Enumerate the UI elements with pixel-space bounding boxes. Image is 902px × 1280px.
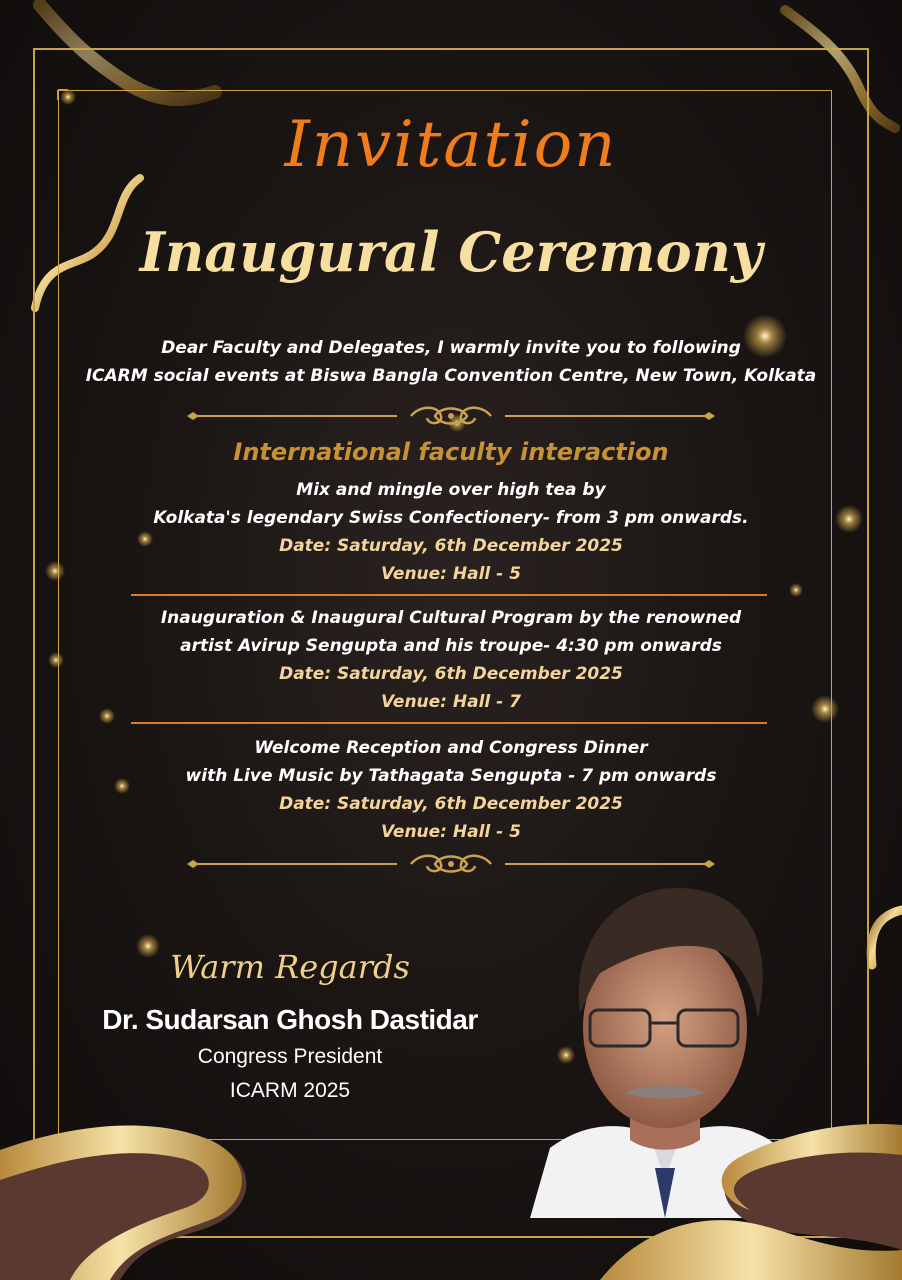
event-date: Date: Saturday, 6th December 2025 xyxy=(279,536,623,556)
intro-line: ICARM social events at Biswa Bangla Convention Centre, New Town, Kolkata xyxy=(85,366,817,386)
signatory-org: ICARM 2025 xyxy=(229,1079,351,1102)
event-block xyxy=(0,604,902,716)
event-description: Kolkata's legendary Swiss Confectionery- from 3 pm onwards. xyxy=(153,508,749,528)
section-heading: International faculty interaction xyxy=(233,438,669,466)
signatory-name: Dr. Sudarsan Ghosh Dastidar xyxy=(102,1004,478,1035)
event-description: with Live Music by Tathagata Sengupta - 7 pm onwards xyxy=(185,766,717,786)
event-description: Welcome Reception and Congress Dinner xyxy=(254,738,648,758)
signatory-role: Congress President xyxy=(197,1045,383,1068)
event-block xyxy=(0,476,902,588)
page-subtitle: Inaugural Ceremony xyxy=(139,220,763,284)
divider xyxy=(131,594,767,596)
ornamental-divider xyxy=(185,852,717,876)
event-venue: Venue: Hall - 5 xyxy=(381,564,521,584)
event-date: Date: Saturday, 6th December 2025 xyxy=(279,664,623,684)
intro-line: Dear Faculty and Delegates, I warmly invite you to following xyxy=(161,338,741,358)
closing-text: Warm Regards xyxy=(170,948,410,986)
divider xyxy=(131,722,767,724)
event-block xyxy=(0,734,902,846)
page-title: Invitation xyxy=(284,108,618,182)
event-date: Date: Saturday, 6th December 2025 xyxy=(279,794,623,814)
intro-text xyxy=(0,334,902,390)
ornamental-divider xyxy=(185,404,717,428)
event-description: Inauguration & Inaugural Cultural Program by the renowned xyxy=(160,608,742,628)
event-venue: Venue: Hall - 7 xyxy=(381,692,521,712)
event-description: Mix and mingle over high tea by xyxy=(296,480,606,500)
gold-ribbon-decoration xyxy=(0,1080,902,1280)
event-description: artist Avirup Sengupta and his troupe- 4:30 pm onwards xyxy=(180,636,722,656)
event-venue: Venue: Hall - 5 xyxy=(381,822,521,842)
